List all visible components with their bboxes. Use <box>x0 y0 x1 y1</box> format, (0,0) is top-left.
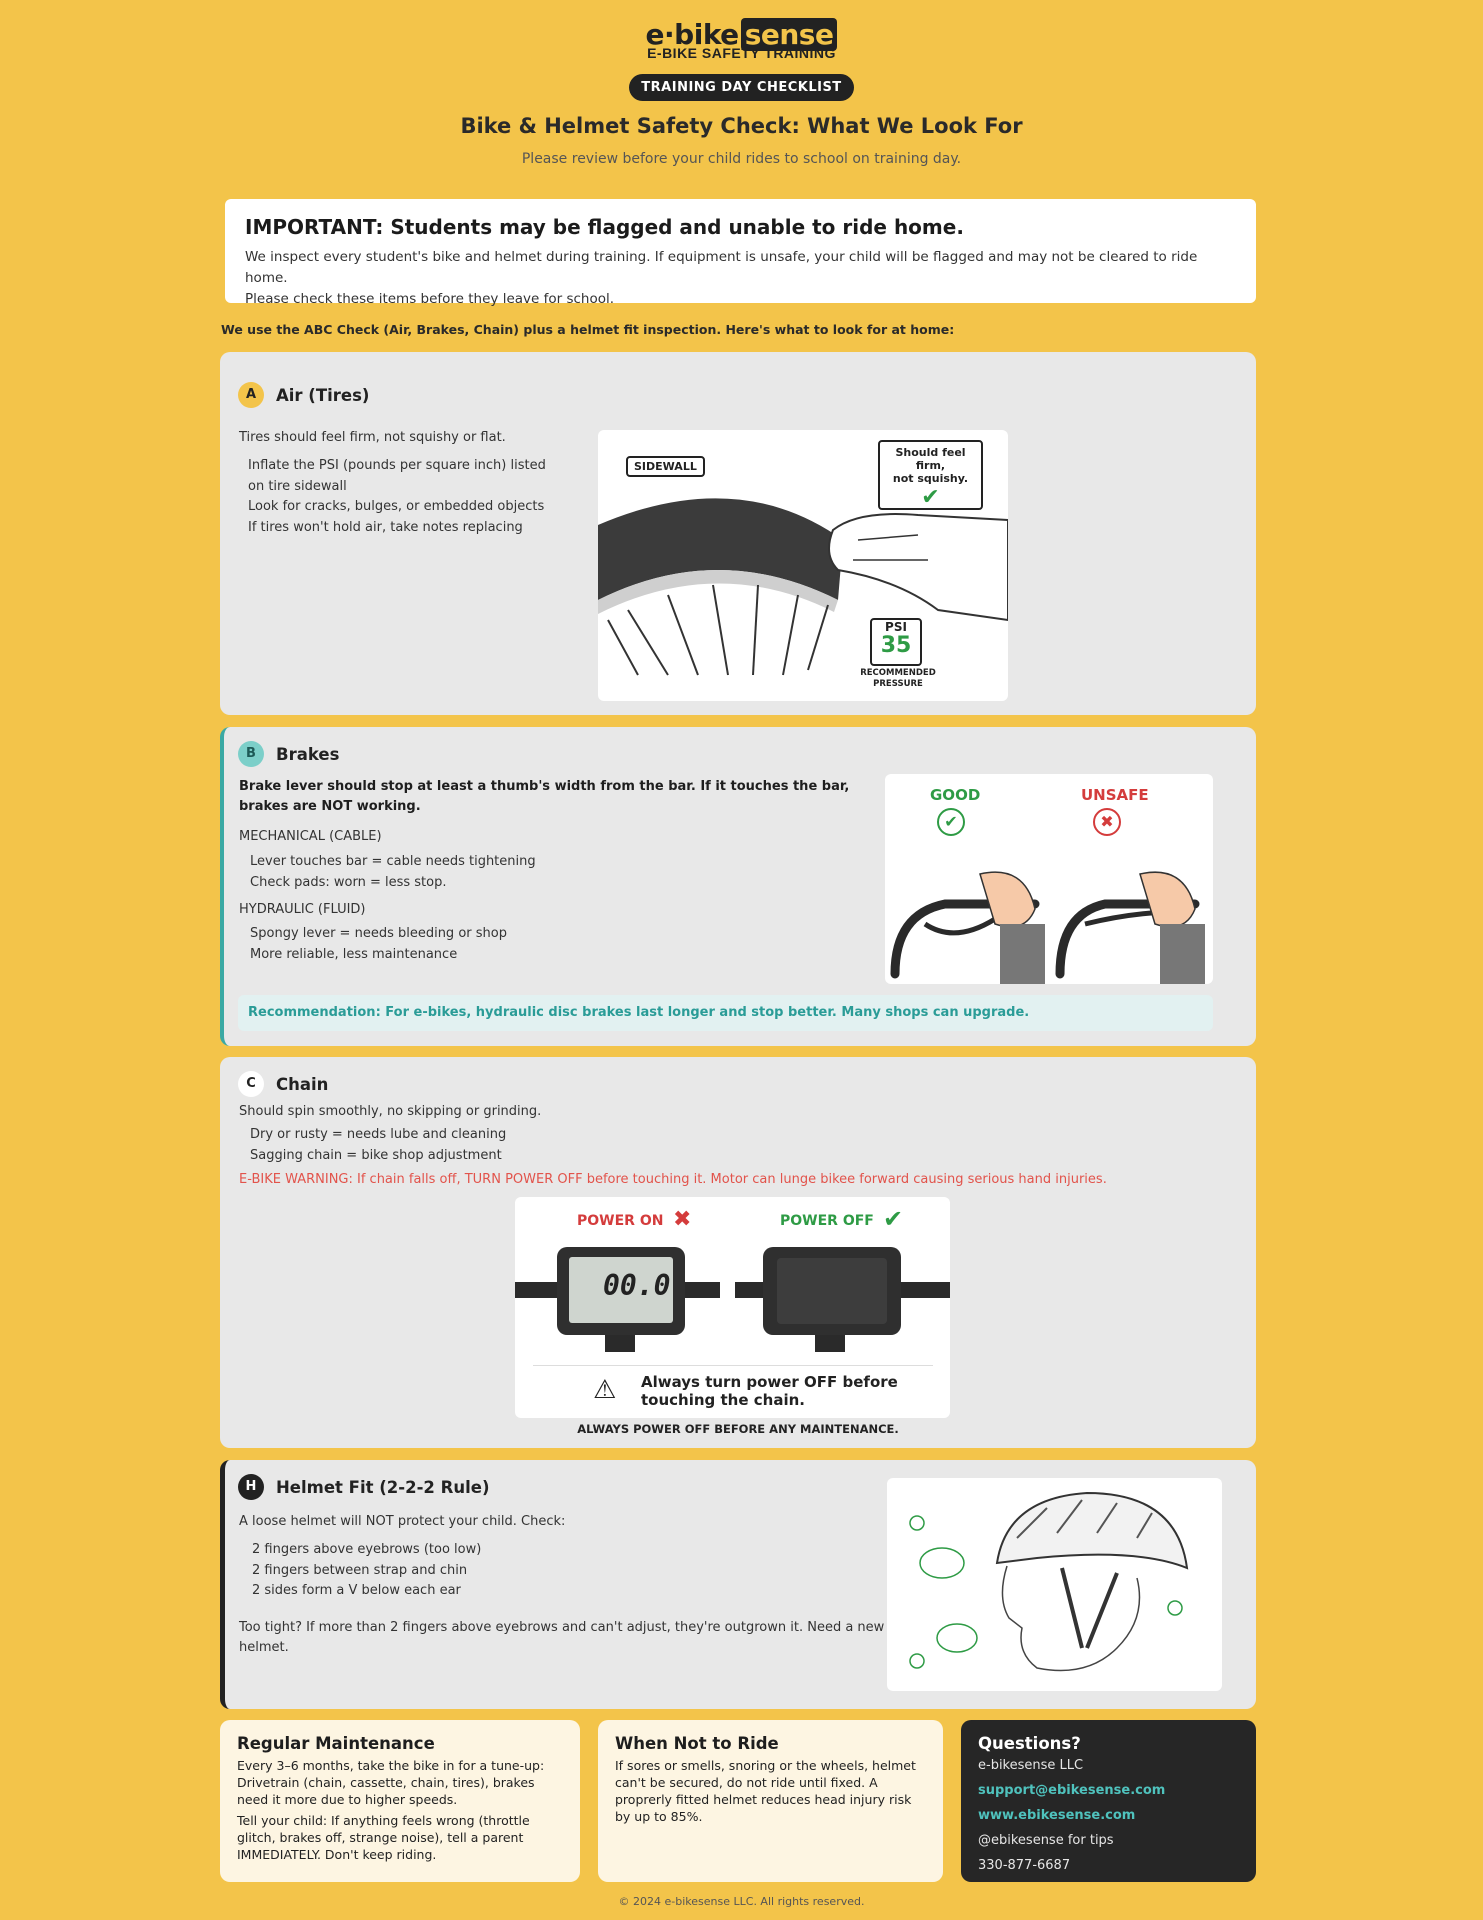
display-reading: 00.0 <box>603 1269 671 1302</box>
psi-label: PSI <box>885 620 907 634</box>
important-body-line1: We inspect every student's bike and helmet during training. If equipment is unsafe, your child will be flagged and may not be cleared to ride home. <box>245 249 1198 286</box>
helmet-illustration <box>887 1478 1222 1691</box>
helmet-item: 2 sides form a V below each ear <box>252 1583 461 1598</box>
helmet-title: Helmet Fit (2-2-2 Rule) <box>276 1477 490 1497</box>
rec-line2: PRESSURE <box>873 679 923 689</box>
air-item: If tires won't hold air, take notes replacing <box>248 519 523 535</box>
power-off-check-icon: ✔ <box>883 1205 904 1233</box>
phone-number: 330-877-6687 <box>978 1858 1071 1873</box>
air-title: Air (Tires) <box>276 385 370 405</box>
important-body-line2: Please check these items before they leave for school. <box>245 291 615 307</box>
display-drawing <box>515 1242 950 1352</box>
logo-prefix: e·bike <box>645 18 739 51</box>
page-subtitle: Please review before your child rides to school on training day. <box>521 151 962 167</box>
footer-copyright: © 2024 e-bikesense LLC. All rights reserved. <box>618 1895 865 1908</box>
chain-badge: C <box>238 1071 264 1097</box>
hydraulic-item: More reliable, less maintenance <box>250 946 458 962</box>
unsafe-x-icon: ✖ <box>1093 808 1121 836</box>
mechanical-list <box>250 852 536 893</box>
ebike-warning: E-BIKE WARNING: If chain falls off, TURN POWER OFF before touching it. Motor can lunge bikee forward causing serious hand injuries. <box>239 1172 1107 1187</box>
divider <box>533 1365 933 1366</box>
support-email-link[interactable]: support@ebikesense.com <box>978 1783 1166 1798</box>
helmet-header <box>238 1474 490 1500</box>
helmet-item: 2 fingers above eyebrows (too low) <box>252 1542 482 1557</box>
maintenance-box <box>220 1720 580 1882</box>
power-note-line1: Always turn power OFF before <box>641 1373 898 1391</box>
helmet-item: 2 fingers between strap and chin <box>252 1562 468 1578</box>
helmet-list <box>252 1540 481 1602</box>
brakes-lead-line2: brakes are NOT working. <box>239 799 421 814</box>
good-label: GOOD <box>930 786 981 804</box>
chain-title: Chain <box>276 1074 329 1094</box>
brakes-lead <box>239 777 849 817</box>
power-caption: ALWAYS POWER OFF BEFORE ANY MAINTENANCE. <box>577 1422 899 1436</box>
rec-line1: RECOMMENDED <box>860 668 936 678</box>
chain-lead: Should spin smoothly, no skipping or grinding. <box>239 1104 542 1119</box>
mechanical-item: Lever touches bar = cable needs tightening <box>250 854 536 869</box>
chain-list <box>250 1125 506 1166</box>
tire-illustration <box>598 430 1008 701</box>
important-notice <box>225 199 1256 307</box>
checklist-pill: TRAINING DAY CHECKLIST <box>629 74 853 101</box>
hydraulic-list <box>250 924 507 965</box>
air-item: Inflate the PSI (pounds per square inch) listed on tire sidewall <box>248 458 546 494</box>
hydraulic-item: Spongy lever = needs bleeding or shop <box>250 926 507 941</box>
air-card <box>220 352 1256 715</box>
brakes-badge: B <box>238 741 264 767</box>
power-on-x-icon: ✖ <box>673 1207 692 1232</box>
not-ride-p1: If sores or smells, snoring or the wheels, helmet can't be secured, do not ride until fixed. A proprerly fitted helmet reduces head injury risk by up to 85%. <box>615 1758 916 1824</box>
helmet-note-line2: helmet. <box>239 1640 289 1655</box>
air-list <box>248 456 553 538</box>
helmet-badge: H <box>238 1474 264 1500</box>
power-illustration <box>515 1197 950 1418</box>
air-item: Look for cracks, bulges, or embedded objects <box>248 499 545 514</box>
power-off-label: POWER OFF <box>780 1213 874 1229</box>
mechanical-item: Check pads: worn = less stop. <box>250 874 447 890</box>
firm-callout-line2: not squishy. <box>892 472 969 485</box>
sidewall-label: SIDEWALL <box>626 456 705 477</box>
brake-lever-drawing <box>885 854 1213 984</box>
maintenance-p2: Tell your child: If anything feels wrong (throttle glitch, brakes off, strange noise), tell a parent IMMEDIATELY. Don't keep riding. <box>237 1813 530 1862</box>
helmet-lead: A loose helmet will NOT protect your child. Check: <box>239 1514 566 1529</box>
maintenance-title: Regular Maintenance <box>237 1734 435 1753</box>
page-title: Bike & Helmet Safety Check: What We Look For <box>460 114 1023 138</box>
maintenance-p1: Every 3–6 months, take the bike in for a tune-up: Drivetrain (chain, cassette, chain, tires), brakes need it more due to higher speeds. <box>237 1758 545 1807</box>
chain-card <box>220 1057 1256 1448</box>
air-lead: Tires should feel firm, not squishy or flat. <box>239 430 506 445</box>
questions-box <box>961 1720 1256 1882</box>
air-header <box>238 382 369 408</box>
abc-intro: We use the ABC Check (Air, Brakes, Chain) plus a helmet fit inspection. Here's what to look for at home: <box>221 322 955 337</box>
social-handle: @ebikesense for tips <box>978 1833 1114 1848</box>
psi-box <box>870 618 922 666</box>
brake-illustration <box>885 774 1213 984</box>
questions-title: Questions? <box>978 1734 1081 1753</box>
brake-recommendation: Recommendation: For e-bikes, hydraulic disc brakes last longer and stop better. Many shops can upgrade. <box>238 995 1213 1031</box>
not-ride-box <box>598 1720 943 1882</box>
helmet-note-line1: Too tight? If more than 2 fingers above eyebrows and can't adjust, they're outgrown it. Need a new <box>239 1620 885 1635</box>
firm-callout-line1: Should feel firm, <box>895 446 966 472</box>
not-ride-title: When Not to Ride <box>615 1734 779 1753</box>
logo-subtitle: E-BIKE SAFETY TRAINING <box>647 45 836 61</box>
power-note <box>641 1373 898 1409</box>
power-on-label: POWER ON <box>577 1213 664 1229</box>
logo-suffix: sense <box>741 18 838 51</box>
air-badge: A <box>238 382 264 408</box>
brakes-title: Brakes <box>276 744 340 764</box>
firm-callout <box>878 440 983 510</box>
chain-item: Dry or rusty = needs lube and cleaning <box>250 1127 507 1142</box>
mechanical-label: MECHANICAL (CABLE) <box>239 829 382 844</box>
helmet-note <box>239 1618 884 1658</box>
helmet-drawing <box>887 1478 1222 1691</box>
company-name: e-bikesense LLC <box>978 1758 1084 1773</box>
website-link[interactable]: www.ebikesense.com <box>978 1808 1136 1823</box>
check-icon: ✔ <box>921 485 940 510</box>
power-note-line2: touching the chain. <box>641 1391 805 1409</box>
pill-wrapper <box>0 74 1483 101</box>
important-title: IMPORTANT: Students may be flagged and unable to ride home. <box>245 215 964 239</box>
warning-triangle-icon: ⚠ <box>593 1375 617 1405</box>
brakes-header <box>238 741 339 767</box>
chain-header <box>238 1071 328 1097</box>
helmet-card <box>220 1460 1256 1709</box>
hydraulic-label: HYDRAULIC (FLUID) <box>239 902 366 917</box>
unsafe-label: UNSAFE <box>1081 786 1149 804</box>
good-check-icon: ✔ <box>937 808 965 836</box>
chain-item: Sagging chain = bike shop adjustment <box>250 1147 502 1163</box>
brakes-lead-line1: Brake lever should stop at least a thumb's width from the bar. If it touches the bar, <box>239 779 850 794</box>
psi-value: 35 <box>880 633 912 658</box>
recommended-pressure <box>853 668 943 690</box>
